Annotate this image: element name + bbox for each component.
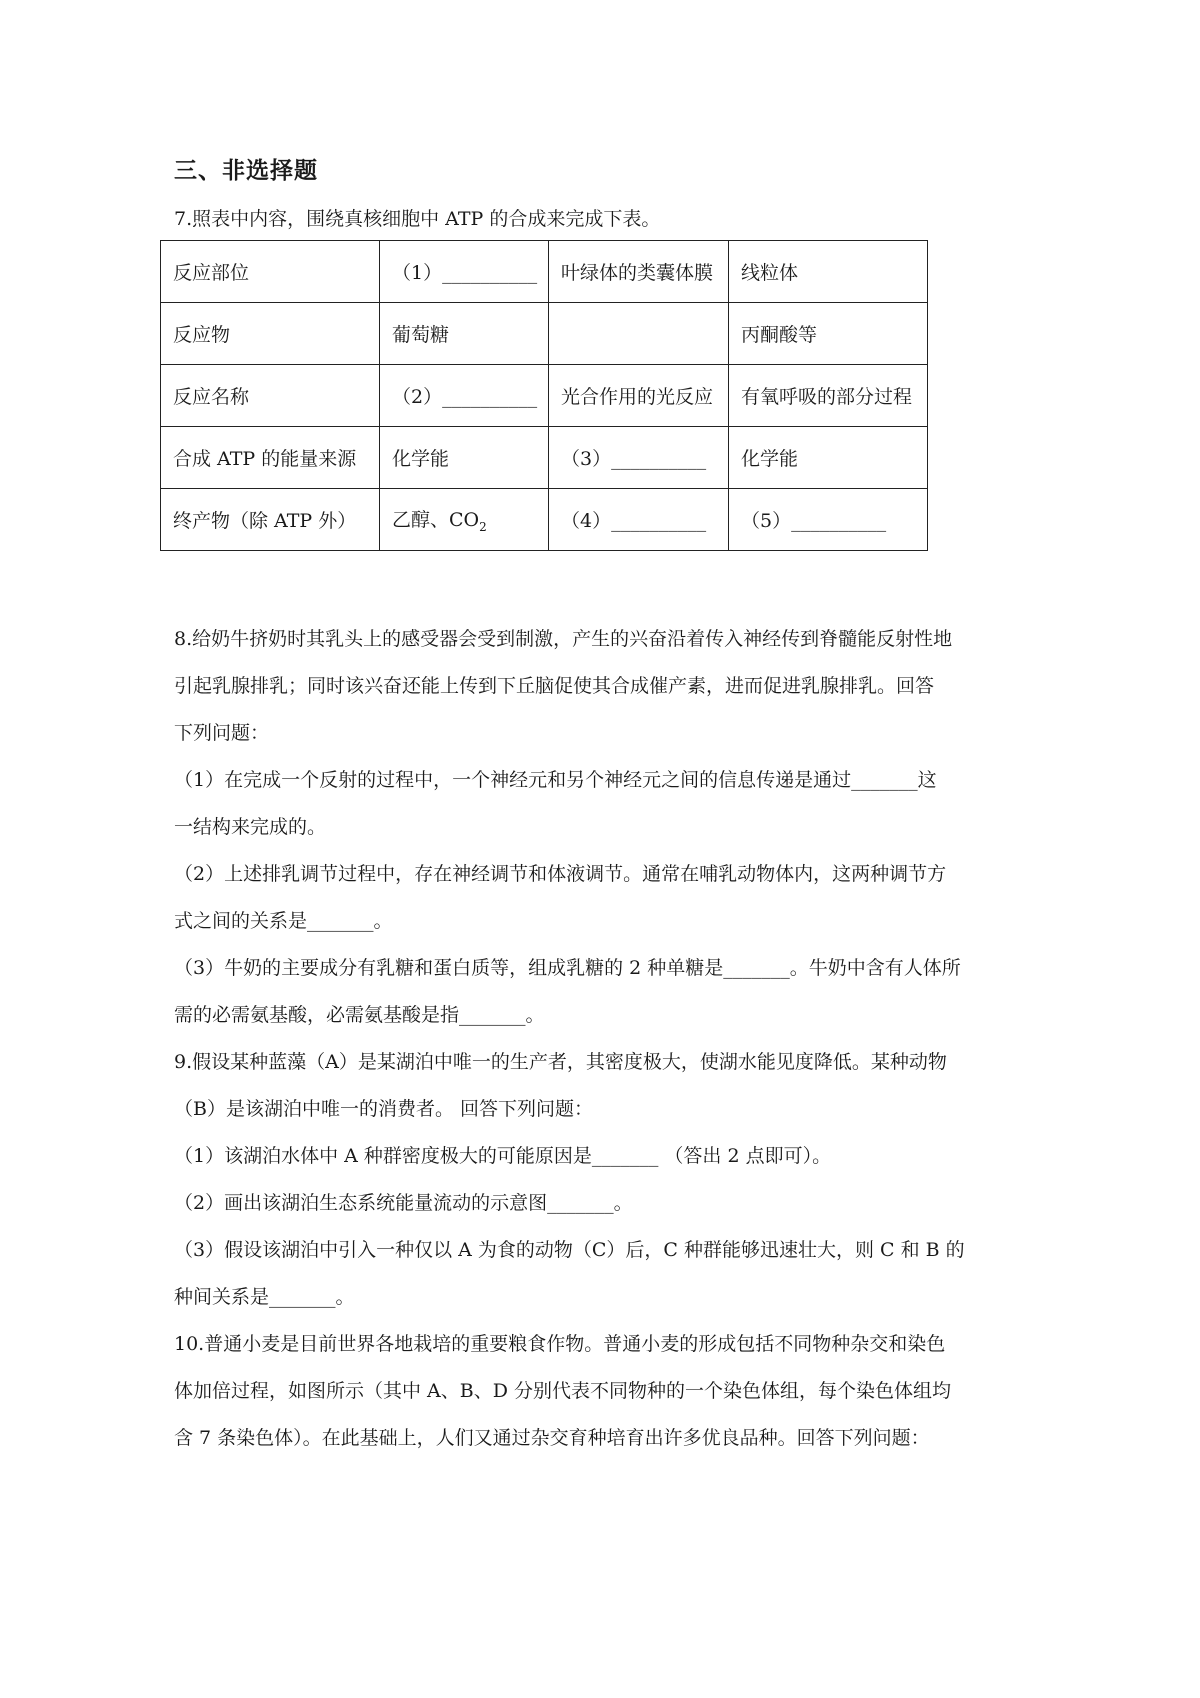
text-line: 引起乳腺排乳；同时该兴奋还能上传到下丘脑促使其合成催产素，进而促进乳腺排乳。回答 <box>174 675 935 697</box>
table-row <box>161 365 928 427</box>
text-line: （B）是该湖泊中唯一的消费者。 回答下列问题： <box>174 1098 594 1120</box>
table-row <box>161 427 928 489</box>
table-cell <box>549 303 729 365</box>
table-cell: 有氧呼吸的部分过程 <box>729 365 928 427</box>
table-cell: 终产物（除 ATP 外） <box>161 489 380 551</box>
text-line: 需的必需氨基酸，必需氨基酸是指_______。 <box>174 1004 545 1026</box>
text-line: 8.给奶牛挤奶时其乳头上的感受器会受到制激，产生的兴奋沿着传入神经传到脊髓能反射性地 <box>174 628 953 650</box>
table-row <box>161 241 928 303</box>
table-row <box>161 489 928 551</box>
text-line: 种间关系是_______。 <box>174 1286 355 1308</box>
table-cell: 丙酮酸等 <box>729 303 928 365</box>
table-cell: （2）__________ <box>380 365 549 427</box>
table-cell: （3）__________ <box>549 427 729 489</box>
text-line: （1）在完成一个反射的过程中，一个神经元和另个神经元之间的信息传递是通过_______这 <box>174 769 937 791</box>
table-cell: 光合作用的光反应 <box>549 365 729 427</box>
table-cell: 叶绿体的类囊体膜 <box>549 241 729 303</box>
text-line: （3）假设该湖泊中引入一种仅以 A 为食的动物（C）后，C 种群能够迅速壮大，则 C 和 B 的 <box>174 1239 965 1261</box>
table-cell: 反应名称 <box>161 365 380 427</box>
text-line: 式之间的关系是_______。 <box>174 910 393 932</box>
text-line: 一结构来完成的。 <box>174 816 327 838</box>
subscript: 2 <box>479 519 487 534</box>
text-line: （2）上述排乳调节过程中，存在神经调节和体液调节。通常在哺乳动物体内，这两种调节方 <box>174 863 947 885</box>
text-line: （2）画出该湖泊生态系统能量流动的示意图_______。 <box>174 1192 633 1214</box>
table-cell: 化学能 <box>729 427 928 489</box>
question-10 <box>174 1321 1042 1462</box>
question-7-prompt: 7.照表中内容，围绕真核细胞中 ATP 的合成来完成下表。 <box>174 208 661 230</box>
table-cell: （1）__________ <box>380 241 549 303</box>
table-cell: 葡萄糖 <box>380 303 549 365</box>
question-9 <box>174 1039 1042 1321</box>
table-cell: 反应部位 <box>161 241 380 303</box>
text-line: （1）该湖泊水体中 A 种群密度极大的可能原因是_______ （答出 2 点即可）。 <box>174 1145 832 1167</box>
section-heading: 三、非选择题 <box>174 158 318 184</box>
table-cell: 化学能 <box>380 427 549 489</box>
table-cell <box>380 489 549 551</box>
table-row <box>161 303 928 365</box>
cell-text: 乙醇、CO <box>392 509 480 532</box>
table-cell: 合成 ATP 的能量来源 <box>161 427 380 489</box>
table-cell: 线粒体 <box>729 241 928 303</box>
text-line: 下列问题： <box>174 722 270 744</box>
text-line: （3）牛奶的主要成分有乳糖和蛋白质等，组成乳糖的 2 种单糖是_______。牛奶中含有人体所 <box>174 957 961 979</box>
question-8 <box>174 616 1042 1039</box>
text-line: 体加倍过程，如图所示（其中 A、B、D 分别代表不同物种的一个染色体组，每个染色体组均 <box>174 1380 951 1402</box>
text-line: 10.普通小麦是目前世界各地栽培的重要粮食作物。普通小麦的形成包括不同物种杂交和染色 <box>174 1333 946 1355</box>
table-cell: 反应物 <box>161 303 380 365</box>
text-line: 含 7 条染色体）。在此基础上，人们又通过杂交育种培育出许多优良品种。回答下列问题： <box>174 1427 930 1449</box>
text-line: 9.假设某种蓝藻（A）是某湖泊中唯一的生产者，其密度极大，使湖水能见度降低。某种动物 <box>174 1051 947 1073</box>
atp-synthesis-table <box>160 240 928 551</box>
table-cell: （5）__________ <box>729 489 928 551</box>
table-cell: （4）__________ <box>549 489 729 551</box>
